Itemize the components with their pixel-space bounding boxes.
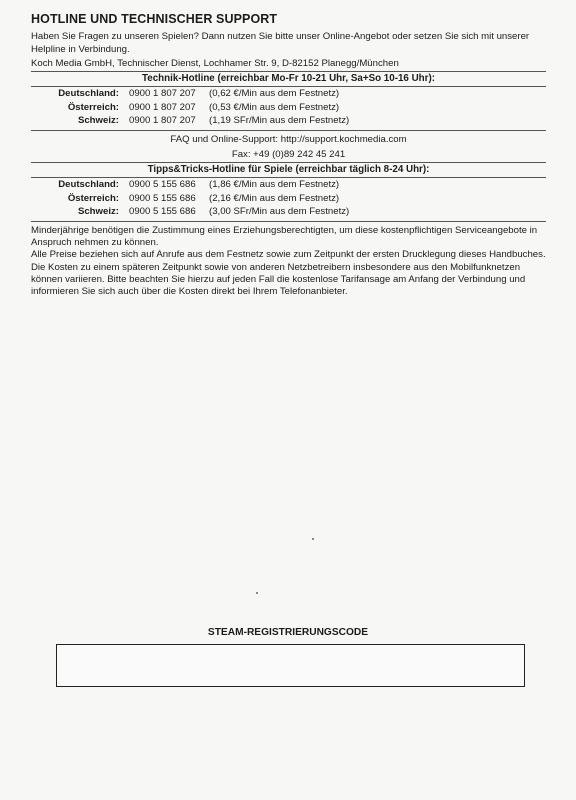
technik-hotline-table: [31, 87, 546, 127]
table-row: [31, 178, 546, 191]
phone-number: 0900 5 155 686: [129, 205, 196, 217]
company-address: Koch Media GmbH, Technischer Dienst, Lochhamer Str. 9, D-82152 Planegg/München: [31, 58, 399, 69]
country-label: Deutschland:: [58, 88, 119, 100]
speck: [256, 592, 258, 594]
pricing-note: Alle Preise beziehen sich auf Anrufe aus dem Festnetz sowie zum Zeitpunkt der ersten Drucklegung dieses Handbuches. Die Kosten zu einem späteren Zeitpunkt sowie von anderen Netzbetreibern insbesondere aus den Mobilfunknetzen können variieren. Bitte beachten Sie hierzu auf jeden Fall die kostenlose Tarifansage am Anfang der Verbindung und informieren Sie sich auch über die Kosten direkt bei Ihrem Telefonanbieter.: [31, 249, 546, 298]
divider: [31, 71, 546, 72]
fax-line: Fax: +49 (0)89 242 45 241: [231, 149, 346, 160]
call-price: (0,53 €/Min aus dem Festnetz): [209, 101, 340, 113]
table-row: [31, 100, 546, 113]
phone-number: 0900 1 807 207: [129, 114, 196, 126]
table-row: [31, 191, 546, 204]
call-price: (1,19 SFr/Min aus dem Festnetz): [209, 114, 350, 126]
phone-number: 0900 5 155 686: [129, 179, 196, 191]
minors-note: Minderjährige benötigen die Zustimmung eines Erziehungsberechtigten, um diese kostenpflichtigen Serviceangebote in Anspruch nehmen zu können.: [31, 225, 538, 249]
country-label: Schweiz:: [77, 114, 119, 126]
table-row: [31, 205, 546, 218]
legal-notes: [31, 225, 551, 298]
phone-number: 0900 1 807 207: [129, 101, 196, 113]
tipps-hotline-table: [31, 178, 546, 218]
phone-number: 0900 5 155 686: [129, 192, 196, 204]
divider: [31, 130, 546, 131]
tipps-hotline-title: Tipps&Tricks-Hotline für Spiele (erreichbar täglich 8-24 Uhr):: [147, 164, 430, 175]
country-label: Österreich:: [67, 192, 119, 204]
phone-number: 0900 1 807 207: [129, 88, 196, 100]
table-row: [31, 87, 546, 100]
steam-code-box: [56, 644, 525, 687]
divider: [31, 221, 546, 222]
intro-text: Haben Sie Fragen zu unseren Spielen? Dann nutzen Sie bitte unser Online-Angebot oder setzen Sie sich mit unserer Helpline in Verbindung.: [31, 31, 530, 55]
country-label: Österreich:: [67, 101, 119, 113]
steam-code-label: STEAM-REGISTRIERUNGSCODE: [207, 627, 369, 638]
divider: [31, 162, 546, 163]
call-price: (2,16 €/Min aus dem Festnetz): [209, 192, 340, 204]
call-price: (3,00 SFr/Min aus dem Festnetz): [209, 205, 350, 217]
country-label: Deutschland:: [58, 179, 119, 191]
country-label: Schweiz:: [77, 205, 119, 217]
call-price: (0,62 €/Min aus dem Festnetz): [209, 88, 340, 100]
faq-support-line: FAQ und Online-Support: http://support.kochmedia.com: [170, 134, 407, 145]
call-price: (1,86 €/Min aus dem Festnetz): [209, 179, 340, 191]
table-row: [31, 114, 546, 127]
page-heading: HOTLINE UND TECHNISCHER SUPPORT: [31, 12, 278, 26]
technik-hotline-title: Technik-Hotline (erreichbar Mo-Fr 10-21 Uhr, Sa+So 10-16 Uhr):: [142, 73, 435, 84]
speck: [312, 538, 314, 540]
